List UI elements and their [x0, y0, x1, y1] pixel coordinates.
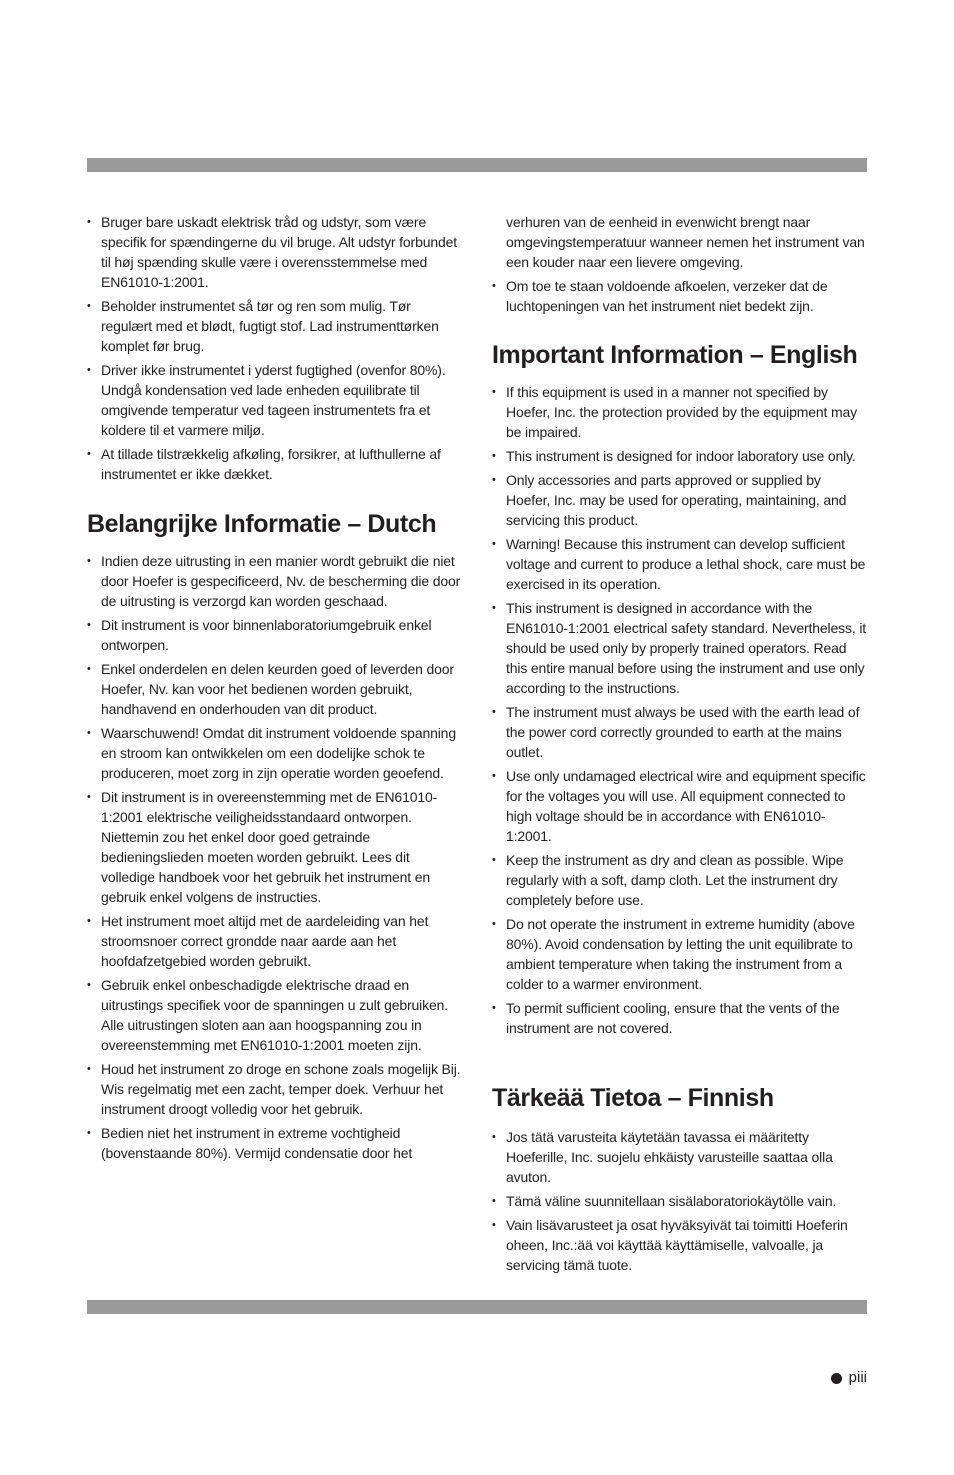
dutch-list-wrap	[87, 551, 462, 1167]
finnish-list-wrap	[492, 1127, 867, 1279]
list-item: • Keep the instrument as dry and clean as possible. Wipe regularly with a soft, damp cloth. Let the instrument dry completely before use.	[492, 850, 867, 910]
list-item: • Gebruik enkel onbeschadigde elektrische draad en uitrustings specifiek voor de spanningen u zult gebruiken. Alle uitrustingen sloten aan aan hoogspanning zou in overeenstemming met EN61010-1:2001 moeten zijn.	[87, 975, 462, 1055]
footer-rule	[87, 1300, 867, 1314]
dutch-section	[87, 509, 462, 539]
dutch-heading: Belangrijke Informatie – Dutch	[87, 510, 437, 538]
list-item: • Enkel onderdelen en delen keurden goed of leverden door Hoefer, Nv. kan voor het bedienen worden gebruikt, handhavend en onderhouden van dit product.	[87, 659, 462, 719]
english-list	[492, 382, 867, 1038]
list-item: • Vain lisävarusteet ja osat hyväksyivät tai toimitti Hoeferin oheen, Inc.:ää voi käyttää käyttämiselle, valvoalle, ja servicing tämä tuote.	[492, 1215, 867, 1275]
list-item: • To permit sufficient cooling, ensure that the vents of the instrument are not covered.	[492, 998, 867, 1038]
list-item: • Het instrument moet altijd met de aardeleiding van het stroomsnoer correct grondde naar aarde aan het hoofdafzetgebied worden gebruikt.	[87, 911, 462, 971]
list-item: • This instrument is designed in accordance with the EN61010-1:2001 electrical safety standard. Nevertheless, it should be used only by properly trained operators. Read this entire manual before using the instrument and use only according to the instructions.	[492, 598, 867, 698]
page-number-label: piii	[848, 1369, 867, 1386]
bullet-dot-icon	[831, 1373, 842, 1384]
header-rule	[87, 158, 867, 172]
list-item: • Bruger bare uskadt elektrisk tråd og udstyr, som være specifik for spændingerne du vil bruge. Alt udstyr forbundet til høj spænding skulle være i overensstemmelse med EN61010-1:2001.	[87, 212, 462, 292]
english-heading: Important Information – English	[492, 341, 858, 369]
list-item: • Warning! Because this instrument can develop sufficient voltage and current to produce a lethal shock, care must be exercised in its operation.	[492, 534, 867, 594]
english-list-wrap	[492, 382, 867, 1042]
list-item: • Dit instrument is in overeenstemming met de EN61010-1:2001 elektrische veiligheidsstandaard ontworpen. Niettemin zou het enkel door goed getrainde bedieningslieden moeten worden gebruikt. Lees dit volledige handboek voor het gebruik het instrument en gebruik enkel volgens de instructies.	[87, 787, 462, 907]
danish-list	[87, 212, 462, 484]
list-item: • Only accessories and parts approved or supplied by Hoefer, Inc. may be used for operating, maintaining, and servicing this product.	[492, 470, 867, 530]
list-item: • Om toe te staan voldoende afkoelen, verzeker dat de luchtopeningen van het instrument niet bedekt zijn.	[492, 276, 867, 316]
list-item-continuation: verhuren van de eenheid in evenwicht brengt naar omgevingstemperatuur wanneer nemen het instrument van een kouder naar een lievere omgeving.	[506, 214, 865, 270]
finnish-section	[492, 1083, 867, 1113]
list-item: • Indien deze uitrusting in een manier wordt gebruikt die niet door Hoefer is gespecificeerd, Nv. de bescherming die door de uitrusting is verzorgd kan worden geschaad.	[87, 551, 462, 611]
dutch-continued-list	[492, 212, 867, 316]
dutch-continued	[492, 212, 867, 320]
list-item: • Jos tätä varusteita käytetään tavassa ei määritetty Hoeferille, Inc. suojelu ehkäisty varusteille saattaa olla avuton.	[492, 1127, 867, 1187]
list-item: • At tillade tilstrækkelig afkøling, forsikrer, at lufthullerne af instrumentet er ikke dækket.	[87, 444, 462, 484]
dutch-list	[87, 551, 462, 1163]
list-item: • This instrument is designed for indoor laboratory use only.	[492, 446, 867, 466]
finnish-list	[492, 1127, 867, 1275]
list-item: • Driver ikke instrumentet i yderst fugtighed (ovenfor 80%). Undgå kondensation ved lade enheden equilibrate til omgivende temperatur ved tageen instrumentets fra et koldere til et varmere miljø.	[87, 360, 462, 440]
list-item: • If this equipment is used in a manner not specified by Hoefer, Inc. the protection provided by the equipment may be impaired.	[492, 382, 867, 442]
finnish-heading: Tärkeää Tietoa – Finnish	[492, 1084, 774, 1112]
list-item: • The instrument must always be used with the earth lead of the power cord correctly grounded to earth at the mains outlet.	[492, 702, 867, 762]
list-item: • Do not operate the instrument in extreme humidity (above 80%). Avoid condensation by letting the unit equilibrate to ambient temperature when taking the instrument from a colder to a warmer environment.	[492, 914, 867, 994]
list-item: • Houd het instrument zo droge en schone zoals mogelijk Bij. Wis regelmatig met een zacht, temper doek. Verhuur het instrument droogt volledig voor het gebruik.	[87, 1059, 462, 1119]
english-section	[492, 340, 867, 370]
list-item: • Bedien niet het instrument in extreme vochtigheid (bovenstaande 80%). Vermijd condensatie door het	[87, 1123, 462, 1163]
list-item: • Dit instrument is voor binnenlaboratoriumgebruik enkel ontworpen.	[87, 615, 462, 655]
list-item: • Tämä väline suunnitellaan sisälaboratoriokäytölle vain.	[492, 1191, 867, 1211]
danish-section	[87, 212, 462, 488]
list-item: • Beholder instrumentet så tør og ren som mulig. Tør regulært med et blødt, fugtigt stof. Lad instrumenttørken komplet før brug.	[87, 296, 462, 356]
list-item: • Use only undamaged electrical wire and equipment specific for the voltages you will use. All equipment connected to high voltage should be in accordance with EN61010-1:2001.	[492, 766, 867, 846]
list-item: • Waarschuwend! Omdat dit instrument voldoende spanning en stroom kan ontwikkelen om een dodelijke schok te produceren, moet zorg in zijn operatie worden geoefend.	[87, 723, 462, 783]
page-number	[831, 1368, 867, 1388]
